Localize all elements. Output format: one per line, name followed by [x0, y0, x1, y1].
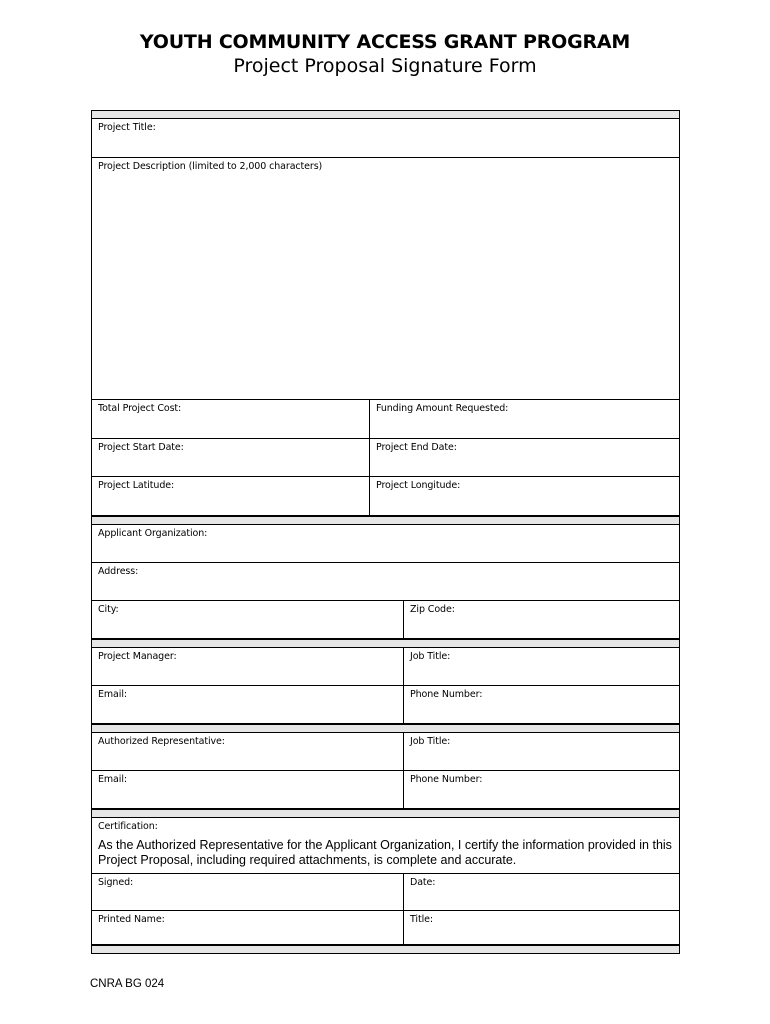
authorized-representative-label: Authorized Representative:	[98, 736, 225, 747]
representative-email-label: Email:	[98, 774, 127, 785]
zip-code-label: Zip Code:	[410, 604, 455, 615]
project-description-label: Project Description (limited to 2,000 characters)	[98, 161, 323, 172]
representative-job-title-label: Job Title:	[410, 736, 451, 747]
certification-statement: As the Authorized Representative for the Applicant Organization, I certify the information provided in this Project Proposal, including required attachments, is complete and accurate.	[98, 838, 672, 867]
applicant-organization-field[interactable]	[92, 525, 679, 562]
manager-contact-row	[91, 686, 680, 724]
manager-phone-field[interactable]	[403, 686, 679, 723]
manager-row	[91, 648, 680, 686]
latitude-label: Project Latitude:	[98, 480, 175, 491]
total-cost-label: Total Project Cost:	[98, 403, 182, 414]
authorized-representative-field[interactable]	[92, 733, 403, 770]
latitude-field[interactable]	[92, 477, 369, 515]
printed-name-label: Printed Name:	[98, 914, 165, 925]
project-title-label: Project Title:	[98, 122, 156, 133]
project-description-row	[91, 158, 680, 400]
zip-code-field[interactable]	[403, 601, 679, 638]
form-title: YOUTH COMMUNITY ACCESS GRANT PROGRAM	[139, 31, 631, 53]
longitude-field[interactable]	[369, 477, 679, 515]
applicant-organization-label: Applicant Organization:	[98, 528, 208, 539]
representative-email-field[interactable]	[92, 771, 403, 808]
section-divider	[91, 639, 680, 648]
printed-name-row	[91, 911, 680, 945]
address-row	[91, 563, 680, 601]
cost-row	[91, 400, 680, 439]
manager-job-title-label: Job Title:	[410, 651, 451, 662]
manager-phone-label: Phone Number:	[410, 689, 483, 700]
end-date-label: Project End Date:	[376, 442, 457, 453]
address-label: Address:	[98, 566, 139, 577]
signed-label: Signed:	[98, 877, 134, 888]
longitude-label: Project Longitude:	[376, 480, 461, 491]
dates-row	[91, 439, 680, 477]
manager-job-title-field[interactable]	[403, 648, 679, 685]
city-row	[91, 601, 680, 639]
signature-row	[91, 874, 680, 911]
representative-row	[91, 733, 680, 771]
manager-email-label: Email:	[98, 689, 127, 700]
start-date-label: Project Start Date:	[98, 442, 184, 453]
section-divider	[91, 110, 680, 119]
end-date-field[interactable]	[369, 439, 679, 476]
certification-block	[92, 818, 679, 873]
section-divider	[91, 809, 680, 818]
section-divider	[91, 724, 680, 733]
signer-title-field[interactable]	[403, 911, 679, 944]
project-title-row	[91, 119, 680, 158]
funding-amount-label: Funding Amount Requested:	[376, 403, 509, 414]
representative-contact-row	[91, 771, 680, 809]
coordinates-row	[91, 477, 680, 516]
representative-phone-label: Phone Number:	[410, 774, 483, 785]
total-cost-field[interactable]	[92, 400, 369, 438]
city-label: City:	[98, 604, 119, 615]
start-date-field[interactable]	[92, 439, 369, 476]
project-manager-field[interactable]	[92, 648, 403, 685]
signer-title-label: Title:	[410, 914, 433, 925]
certification-label: Certification:	[98, 821, 158, 832]
form-code: CNRA BG 024	[90, 978, 165, 990]
address-field[interactable]	[92, 563, 679, 600]
city-field[interactable]	[92, 601, 403, 638]
date-field[interactable]	[403, 874, 679, 910]
section-divider	[91, 945, 680, 954]
representative-phone-field[interactable]	[403, 771, 679, 808]
project-title-field[interactable]	[92, 119, 679, 157]
applicant-row	[91, 525, 680, 563]
representative-job-title-field[interactable]	[403, 733, 679, 770]
section-divider	[91, 516, 680, 525]
printed-name-field[interactable]	[92, 911, 403, 944]
project-manager-label: Project Manager:	[98, 651, 177, 662]
proposal-form	[91, 110, 680, 954]
date-label: Date:	[410, 877, 436, 888]
form-subtitle: Project Proposal Signature Form	[233, 55, 537, 77]
project-description-field[interactable]	[92, 158, 679, 399]
certification-row	[91, 818, 680, 874]
manager-email-field[interactable]	[92, 686, 403, 723]
signed-field[interactable]	[92, 874, 403, 910]
funding-amount-field[interactable]	[369, 400, 679, 438]
